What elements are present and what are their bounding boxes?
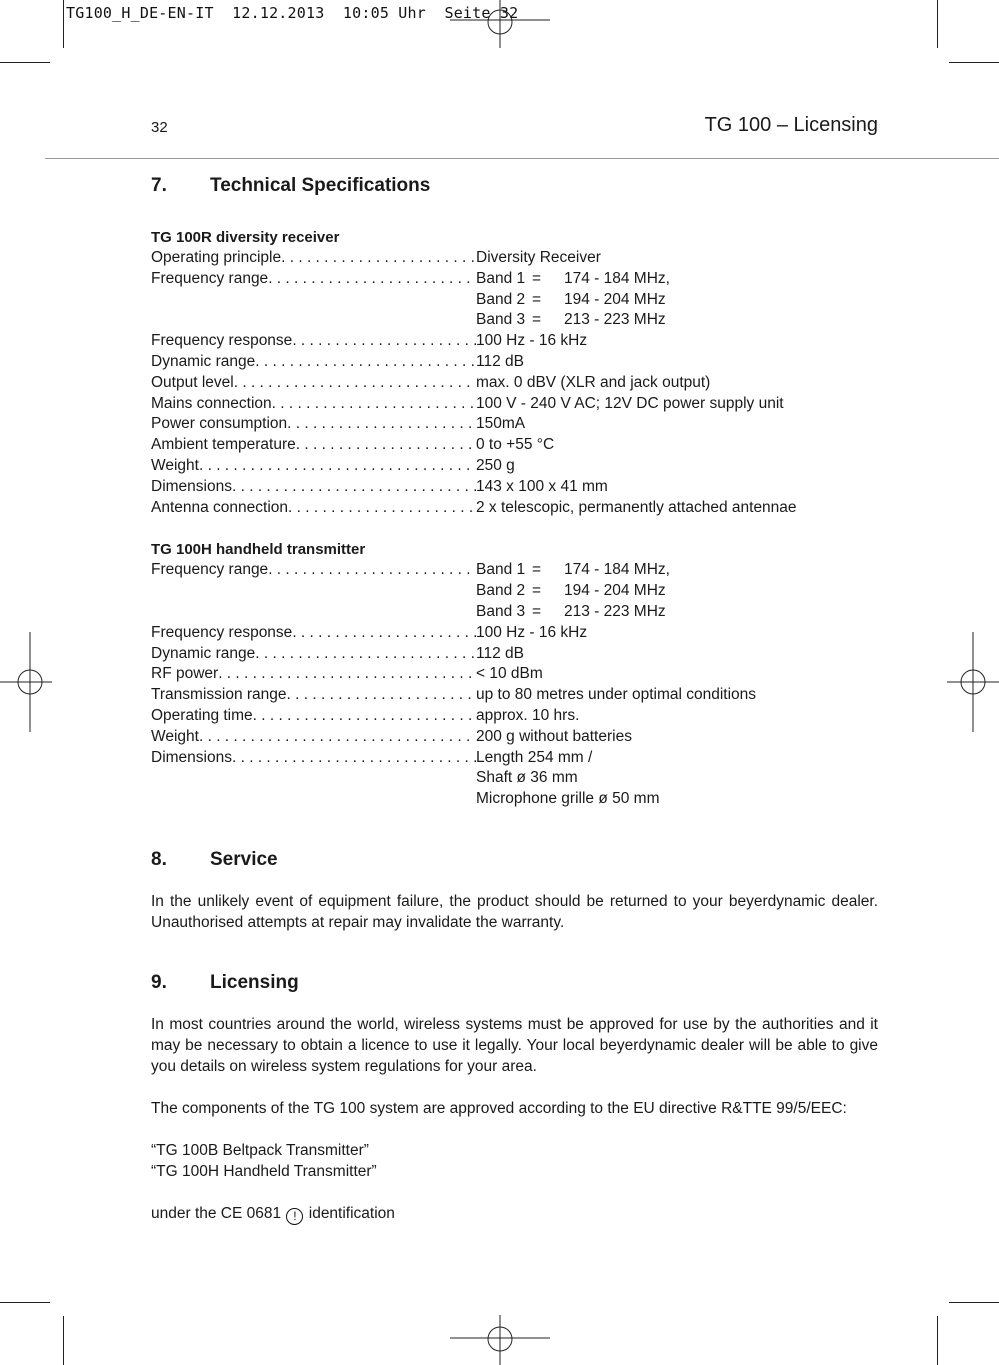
spec-label: Frequency range (151, 269, 269, 287)
directive-paragraph: The components of the TG 100 system are approved according to the EU directive R&TTE 99/5/EEC: (151, 1099, 847, 1117)
spec-row (151, 727, 878, 748)
section-title: Licensing (210, 971, 299, 993)
spec-label: Dynamic range (151, 644, 256, 662)
spec-row (151, 248, 878, 269)
spec-row (151, 435, 878, 456)
receiver-spec-list (151, 248, 878, 518)
ce-identification-line (151, 1203, 878, 1225)
spec-label: Frequency range (151, 561, 269, 579)
section-title: Technical Specifications (210, 175, 431, 196)
band-name: Band 1 (476, 269, 526, 287)
transmitter-heading: TG 100H handheld transmitter (151, 541, 366, 559)
spec-value: 250 g (476, 456, 515, 474)
spec-row (151, 414, 878, 435)
crop-mark (63, 0, 64, 48)
band-name: Band 3 (476, 602, 526, 620)
band-eq: = (532, 311, 542, 329)
band-name: Band 2 (476, 582, 526, 600)
spec-label: Frequency response (151, 623, 293, 641)
crop-mark (63, 1316, 64, 1365)
spec-row (151, 394, 878, 415)
section-number: 8. (151, 848, 167, 870)
crop-mark (949, 1302, 999, 1303)
spec-value: Shaft ø 36 mm (476, 769, 578, 787)
spec-row-continued (151, 602, 878, 623)
registration-mark-left (0, 632, 52, 732)
spec-label: Output level (151, 373, 234, 391)
spec-value: < 10 dBm (476, 665, 543, 683)
spec-label: Dimensions (151, 748, 232, 766)
spec-label: Dynamic range (151, 352, 256, 370)
spec-label: Ambient temperature (151, 436, 296, 454)
header-rule (45, 158, 999, 159)
section-title: Service (210, 848, 278, 870)
spec-label: Antenna connection (151, 498, 289, 516)
band-eq: = (532, 582, 542, 600)
spec-value: 150mA (476, 415, 526, 433)
spec-value: 112 dB (476, 352, 524, 370)
page-number: 32 (151, 119, 168, 136)
section-heading-service (151, 849, 878, 871)
spec-value (476, 581, 666, 602)
spec-value: Microphone grille ø 50 mm (476, 790, 660, 808)
spec-row (151, 685, 878, 706)
receiver-heading: TG 100R diversity receiver (151, 229, 340, 246)
spec-row (151, 456, 878, 477)
section-number: 9. (151, 971, 167, 993)
spec-row (151, 664, 878, 685)
spec-row (151, 331, 878, 352)
band-eq: = (532, 290, 542, 308)
spec-row-continued (151, 310, 878, 331)
spec-row (151, 644, 878, 665)
ce-suffix: identification (308, 1204, 395, 1222)
section-number: 7. (151, 175, 167, 196)
spec-row (151, 706, 878, 727)
spec-row-continued (151, 768, 878, 789)
spec-row-continued (151, 581, 878, 602)
spec-value: approx. 10 hrs. (476, 706, 580, 724)
spec-label: Frequency response (151, 332, 293, 350)
spec-value (476, 269, 670, 290)
spec-row (151, 498, 878, 519)
spec-value: 143 x 100 x 41 mm (476, 477, 608, 495)
ce-prefix: under the CE 0681 (151, 1204, 282, 1222)
spec-label: Weight (151, 456, 199, 474)
spec-row-continued (151, 789, 878, 810)
spec-row (151, 748, 878, 769)
spec-value: 200 g without batteries (476, 727, 632, 745)
crop-mark (0, 62, 50, 63)
spec-value: max. 0 dBV (XLR and jack output) (476, 373, 711, 391)
spec-value: 0 to +55 °C (476, 436, 555, 454)
spec-value: 100 Hz - 16 kHz (476, 623, 588, 641)
band-range: 194 - 204 MHz (564, 290, 666, 308)
spec-value (476, 602, 666, 623)
spec-label: Dimensions (151, 477, 232, 495)
approved-component: “TG 100H Handheld Transmitter” (151, 1162, 377, 1180)
crop-mark (0, 1302, 50, 1303)
spec-row (151, 477, 878, 498)
band-eq: = (532, 602, 542, 620)
registration-mark-right (947, 632, 999, 732)
spec-label: Power consumption (151, 415, 288, 433)
spec-value: up to 80 metres under optimal conditions (476, 686, 757, 704)
spec-value (476, 290, 666, 311)
band-eq: = (532, 561, 542, 579)
alert-circle-icon: ! (286, 1208, 303, 1225)
band-range: 194 - 204 MHz (564, 582, 666, 600)
section-heading-licensing (151, 972, 878, 994)
spec-row (151, 560, 878, 581)
spec-value: Length 254 mm / (476, 748, 593, 766)
spec-row (151, 623, 878, 644)
spec-value: 100 V - 240 V AC; 12V DC power supply unit (476, 394, 784, 412)
crop-mark (937, 1316, 938, 1365)
spec-row (151, 269, 878, 290)
spec-label: Transmission range (151, 686, 287, 704)
spec-value: 112 dB (476, 644, 524, 662)
band-eq: = (532, 269, 542, 287)
spec-row (151, 352, 878, 373)
licensing-paragraph: In most countries around the world, wireless systems must be approved for use by the authorities and it may be necessary to obtain a licence to use it legally. Your local beyerdynamic dealer will be able to give you details on wireless system regulations for your area. (151, 1015, 878, 1075)
spec-label: Operating time (151, 706, 253, 724)
service-paragraph: In the unlikely event of equipment failure, the product should be returned to your beyerdynamic dealer. Unauthorised attempts at repair may invalidate the warranty. (151, 892, 878, 931)
band-range: 213 - 223 MHz (564, 311, 666, 329)
spec-row (151, 373, 878, 394)
spec-label: Operating principle (151, 249, 282, 266)
spec-value (476, 560, 670, 581)
spec-label: Mains connection (151, 394, 272, 412)
spec-value: 100 Hz - 16 kHz (476, 332, 588, 350)
spec-value (476, 310, 666, 331)
section-heading-technical-specifications (151, 175, 878, 197)
spec-label: RF power (151, 665, 219, 683)
band-range: 174 - 184 MHz, (564, 561, 670, 579)
spec-label: Weight (151, 727, 199, 745)
spec-row-continued (151, 290, 878, 311)
spec-value: Diversity Receiver (476, 249, 601, 266)
band-range: 213 - 223 MHz (564, 602, 666, 620)
transmitter-spec-list (151, 560, 878, 810)
band-name: Band 1 (476, 561, 526, 579)
page-content (151, 175, 878, 1225)
print-slug: TG100_H_DE-EN-IT 12.12.2013 10:05 Uhr Seite 32 (66, 4, 519, 22)
crop-mark (937, 0, 938, 48)
registration-mark-bottom (450, 1315, 550, 1365)
band-name: Band 2 (476, 290, 526, 308)
running-header-title: TG 100 – Licensing (704, 114, 878, 136)
band-range: 174 - 184 MHz, (564, 269, 670, 287)
spec-value: 2 x telescopic, permanently attached antennae (476, 498, 797, 516)
band-name: Band 3 (476, 311, 526, 329)
crop-mark (949, 62, 999, 63)
registration-mark-top (450, 0, 550, 50)
approved-component: “TG 100B Beltpack Transmitter” (151, 1141, 369, 1159)
